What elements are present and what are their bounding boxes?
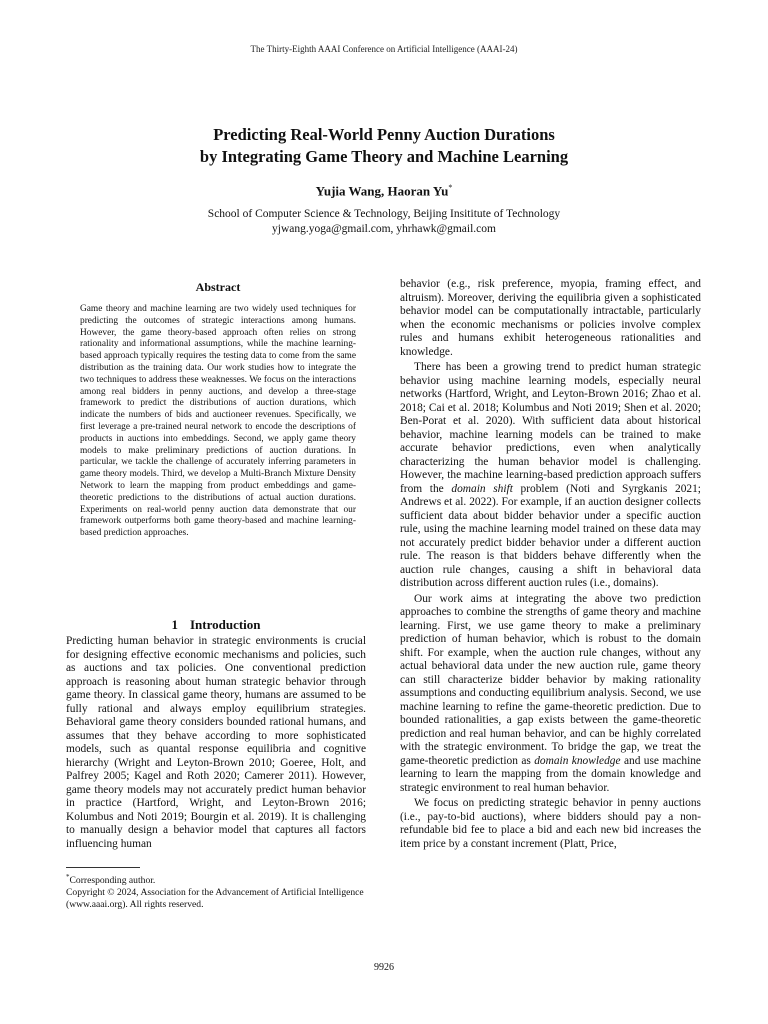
- corresponding-author-marker: *: [448, 183, 453, 192]
- right-paragraph-1: behavior (e.g., risk preference, myopia, framing effect, and altruism). Moreover, deriving the equilibria given a sophisticated behavior model can be computationally intractable, particularly when the economic mechanisms or policies involve complex rules and humans exhibit heterogeneous rationalities and knowledge.: [400, 278, 701, 358]
- right-paragraph-3-part-a: Our work aims at integrating the above two prediction approaches to combine the strengths of game theory and machine learning. First, we use game theory to make a preliminary prediction of human behavior, which is robust to the domain shift. For example, when the auction rule changes, without any actual behavioral data under the new auction rule, game theory can still characterize bidder behavior by making rationality assumptions and conducting equilibrium analysis. Second, we use machine learning to refine the game-theoretic prediction. Due to bounded rationalities, a gap exists between the game-theoretic prediction and real human behavior, and can be highly correlated with the strategic environment. To bridge the gap, we treat the game-theoretic prediction as: [400, 592, 701, 767]
- left-column-body: [66, 635, 366, 851]
- title-line-2: by Integrating Game Theory and Machine Learning: [199, 147, 569, 166]
- right-paragraph-3-part-b: and use machine learning to learn the mapping from the domain knowledge and strategic environment to real human behavior.: [400, 754, 701, 794]
- affiliation-block: [0, 207, 768, 237]
- section-heading-introduction: [66, 617, 366, 633]
- footnote-divider: [66, 867, 140, 868]
- footnote-corresponding: [66, 871, 366, 887]
- domain-knowledge-term: domain knowledge: [534, 754, 621, 767]
- footnote: [66, 871, 366, 911]
- right-paragraph-2-part-b: problem (Noti and Syrgkanis 2021; Andrews et al. 2022). For example, if an auction designer collects sufficient data about bidder behavior under a specific auction rule, using the machine learning model trained on these data may not accurately predict bidder behavior under a different auction rule. The reason is that bidders behave differently when the auction rule changes, causing a shift in behavioral data distribution across different auction rules (i.e., domains).: [400, 482, 701, 589]
- footnote-copyright: Copyright © 2024, Association for the Advancement of Artificial Intelligence (www.aaai.org). All rights reserved.: [66, 887, 364, 911]
- right-paragraph-3: [400, 593, 701, 796]
- conference-header: The Thirty-Eighth AAAI Conference on Artificial Intelligence (AAAI-24): [250, 44, 518, 54]
- abstract-body: Game theory and machine learning are two widely used techniques for predicting the outcomes of strategic interactions among humans. However, the game theory-based approach often relies on strong rationality and informational assumptions, while the machine learning-based approach typically requires the testing data to come from the same distribution as the training data. Our work studies how to integrate the two techniques to address these weaknesses. We focus on the interactions among real bidders in penny auctions, and develop a three-stage framework to predict the distributions of auction durations, which indicate the numbers of bids and auctioneer revenues. Specifically, we first leverage a pre-trained neural network to encode the descriptions of products in auctions into embeddings. Second, we apply game theory models to make preliminary predictions of auction durations. In particular, we tackle the challenge of accurately inferring parameters in game theory models. Third, we develop a Multi-Branch Mixture Density Network to learn the mapping from product embeddings and game-theoretic predictions to the distributions of actual auction durations. Experiments on real-world penny auction data demonstrate that our framework outperforms both game theory-based and machine learning-based prediction approaches.: [80, 304, 356, 539]
- affiliation: School of Computer Science & Technology, Beijing Insititute of Technology: [207, 208, 561, 220]
- section-number: 1: [171, 617, 178, 632]
- footnote-corresponding-text: Corresponding author.: [69, 875, 156, 887]
- footnote-marker: *: [66, 873, 70, 881]
- right-paragraph-2: [400, 361, 701, 591]
- section-title: Introduction: [189, 617, 261, 632]
- author-emails: yjwang.yoga@gmail.com, yhrhawk@gmail.com: [272, 223, 496, 235]
- right-paragraph-2-part-a: There has been a growing trend to predict human strategic behavior using machine learning models, especially neural networks (Hartford, Wright, and Leyton-Brown 2016; Zhao et al. 2018; Cai et al. 2018; Kolumbus and Noti 2019; Shen et al. 2020; Ben-Porat et al. 2020). With sufficient data about historical behavior, machine learning models can be trained to make accurate behavior predictions, even when analytically characterizing the human behavior model is challenging. However, the machine learning-based prediction approach suffers from the: [400, 361, 701, 495]
- abstract-heading: Abstract: [195, 280, 241, 294]
- right-paragraph-4: We focus on predicting strategic behavior in penny auctions (i.e., pay-to-bid auctions), where bidders should pay a non-refundable bid fee to place a bid and each new bid increases the item price by a constant increment (Platt, Price,: [400, 797, 701, 850]
- paper-title: [0, 124, 768, 168]
- right-column-body: [400, 278, 701, 851]
- title-line-1: Predicting Real-World Penny Auction Durations: [213, 125, 555, 144]
- domain-shift-term: domain shift: [451, 482, 513, 495]
- author-names: Yujia Wang, Haoran Yu: [315, 183, 449, 199]
- intro-paragraph-1: Predicting human behavior in strategic environments is crucial for designing effective economic mechanisms and policies, such as auctions and tax policies. One conventional prediction approach is reasoning about human strategic behavior through game theory. In classical game theory, humans are assumed to be fully rational and always employ equilibrium strategies. Behavioral game theory considers bounded rational humans, and assumes that they behave according to more sophisticated models, such as quantal response equilibria and cognitive hierarchy (Wright and Leyton-Brown 2010; Goeree, Holt, and Palfrey 2005; Kagel and Roth 2020; Camerer 2011). However, game theory models may not accurately predict human behavior in practice (Hartford, Wright, and Leyton-Brown 2016; Kolumbus and Noti 2019; Bourgin et al. 2019). It is challenging to manually design a behavior model that captures all factors influencing human: [66, 635, 366, 850]
- authors: [0, 183, 768, 199]
- page-number: 9926: [374, 962, 394, 973]
